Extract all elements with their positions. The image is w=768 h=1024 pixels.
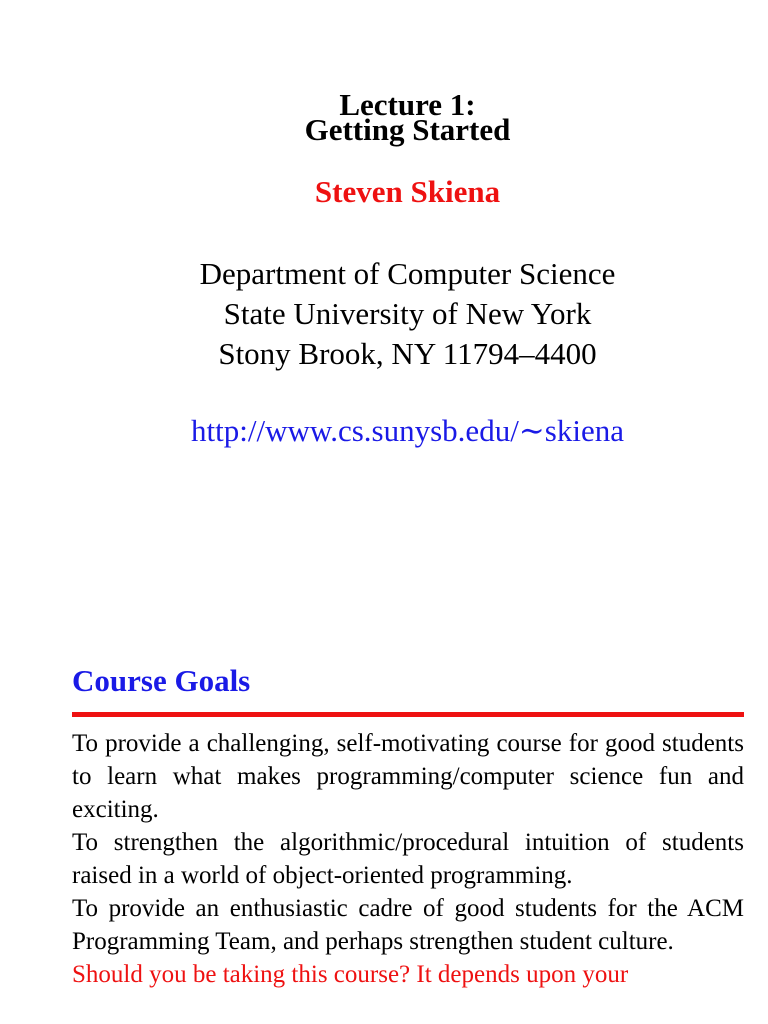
- lecture-title: [0, 87, 768, 147]
- affiliation-department: Department of Computer Science: [199, 256, 616, 291]
- section-divider: [72, 712, 744, 717]
- affiliation-address: Stony Brook, NY 11794–4400: [218, 336, 597, 371]
- paragraph-highlight: Should you be taking this course? It depends upon your: [72, 961, 629, 988]
- author-name: Steven Skiena: [314, 174, 501, 209]
- affiliation: [0, 254, 768, 374]
- paragraph-goal-3: To provide an enthusiastic cadre of good students for the ACM Programming Team, and perhaps strengthen student culture.: [72, 895, 744, 955]
- paragraph-goal-2: To strengthen the algorithmic/procedural intuition of students raised in a world of object-oriented programming.: [72, 829, 744, 889]
- lecture-number: Lecture 1:: [339, 87, 476, 122]
- affiliation-university: State University of New York: [223, 296, 592, 331]
- lecture-subtitle: Getting Started: [304, 112, 511, 147]
- section-body: [72, 727, 744, 991]
- paragraph-goal-1: To provide a challenging, self-motivating course for good students to learn what makes programming/computer science fun and exciting.: [72, 730, 744, 823]
- homepage-link[interactable]: http://www.cs.sunysb.edu/∼skiena: [191, 413, 624, 448]
- section-heading: Course Goals: [72, 663, 251, 698]
